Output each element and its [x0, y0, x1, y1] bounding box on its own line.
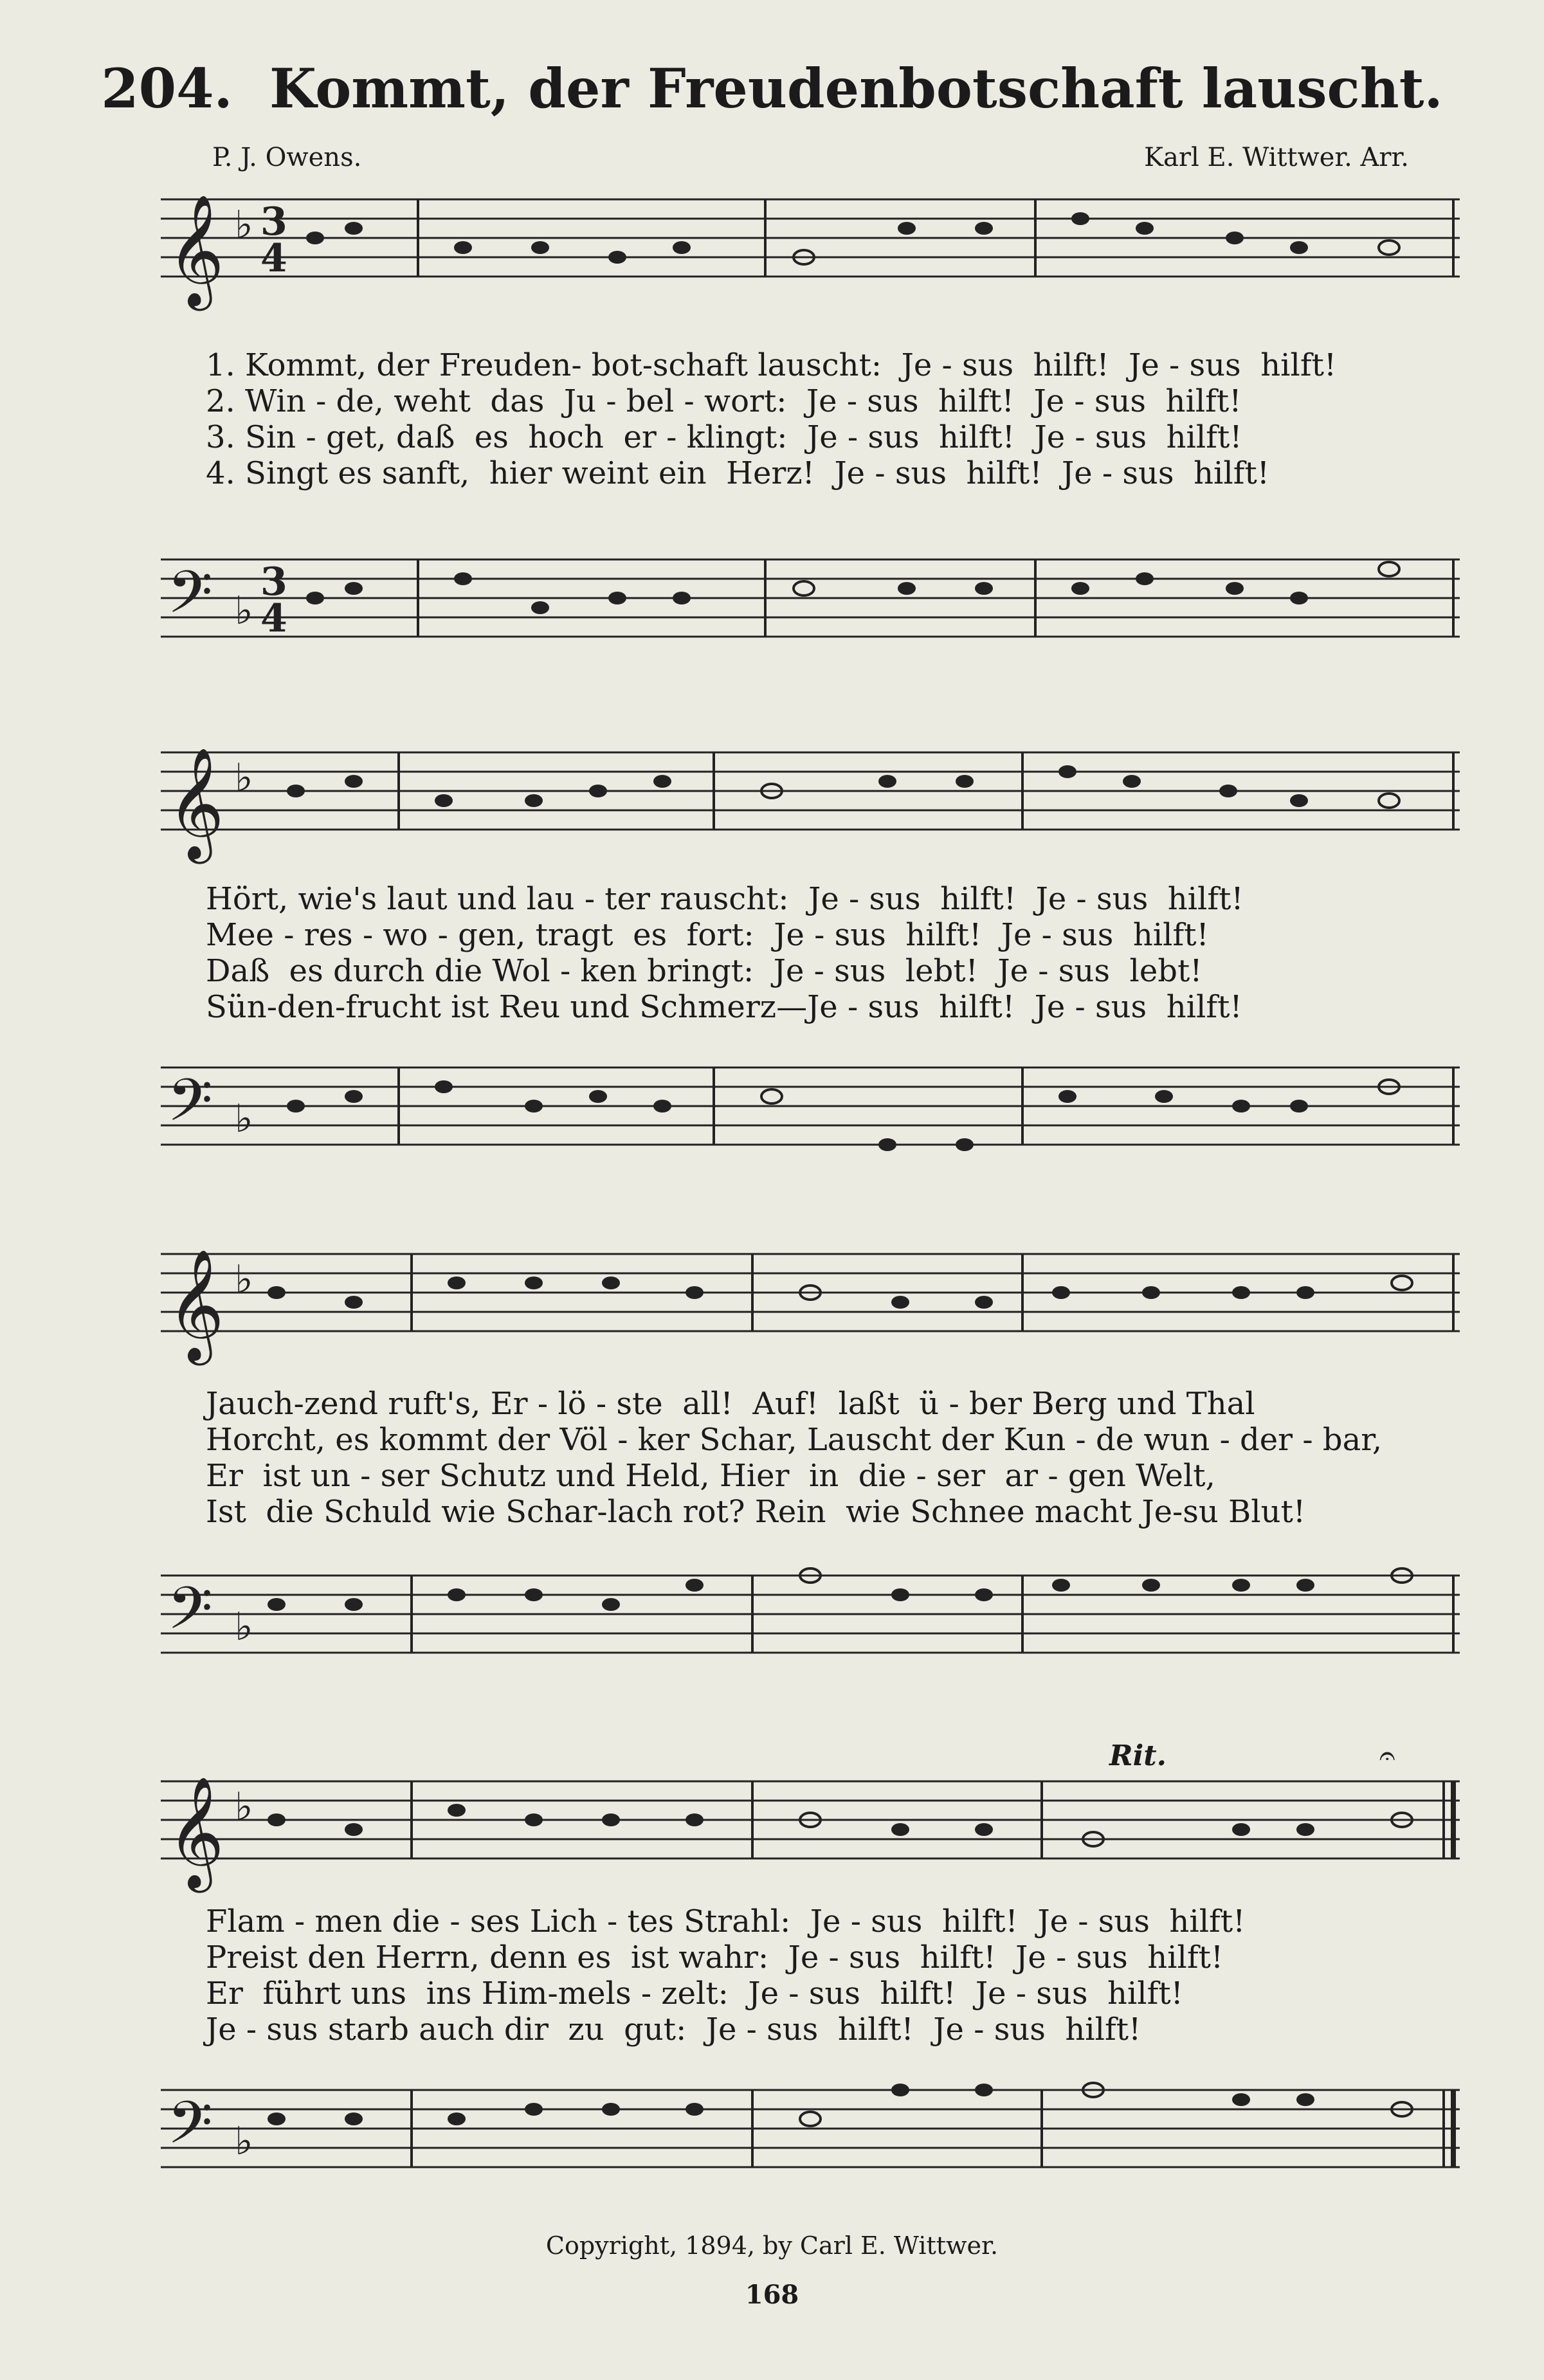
treble-staff-2 [148, 740, 1460, 859]
hymn-title-row [0, 57, 1544, 120]
bass-staff-4 [148, 2077, 1460, 2193]
page-number: 168 [745, 2280, 799, 2310]
flat-icon: ♭ [235, 1257, 253, 1302]
lyric-line: Er ist un - ser Schutz und Held, Hier in die - ser ar - gen Welt, [206, 1458, 1215, 1494]
bass-staff-2 [148, 1055, 1460, 1170]
lyric-line: 2. Win - de, weht das Ju - bel - wort: Je - sus hilft! Je - sus hilft! [206, 383, 1242, 419]
bass-clef-icon: 𝄢 [167, 2089, 213, 2171]
fermata-icon: 𝄐 [1379, 1740, 1395, 1772]
lyric-line: 1. Kommt, der Freuden- bot-schaft lauscht: Je - sus hilft! Je - sus hilft! [206, 347, 1337, 383]
lyrics-system-3 [206, 1386, 1415, 1530]
flat-icon: ♭ [235, 1604, 253, 1649]
lyrics-system-1 [206, 347, 1415, 491]
flat-icon: ♭ [235, 1785, 253, 1830]
svg-text:3: 3 [260, 559, 287, 604]
lyric-line: Preist den Herrn, denn es ist wahr: Je - sus hilft! Je - sus hilft! [206, 1939, 1224, 1976]
composer: Karl E. Wittwer. Arr. [1144, 143, 1409, 172]
svg-text:3: 3 [260, 199, 287, 244]
lyric-line: Sün-den-frucht ist Reu und Schmerz—Je - sus hilft! Je - sus hilft! [206, 989, 1242, 1025]
flat-icon: ♭ [235, 756, 253, 801]
flat-icon: ♭ [235, 588, 253, 633]
flat-icon: ♭ [235, 2119, 253, 2164]
lyric-line: Hört, wie's laut und lau - ter rauscht: Je - sus hilft! Je - sus hilft! [206, 881, 1244, 917]
hymn-title: Kommt, der Freudenbotschaft lauscht. [269, 57, 1443, 120]
treble-clef-icon: 𝄞 [167, 194, 224, 306]
copyright-notice: Copyright, 1894, by Carl E. Wittwer. [545, 2231, 999, 2260]
treble-staff-1 [148, 186, 1460, 306]
lyric-line: Mee - res - wo - gen, tragt es fort: Je - sus hilft! Je - sus hilft! [206, 917, 1209, 953]
lyric-line: Flam - men die - ses Lich - tes Strahl: Je - sus hilft! Je - sus hilft! [206, 1903, 1246, 1939]
treble-staff-3 [148, 1241, 1460, 1361]
lyric-line: Ist die Schuld wie Schar-lach rot? Rein wie Schnee macht Je-su Blut! [206, 1494, 1306, 1530]
treble-clef-icon: 𝄞 [167, 747, 224, 859]
lyrics-system-4 [206, 1903, 1415, 2048]
flat-icon: ♭ [235, 203, 253, 248]
bass-staff-3 [148, 1563, 1460, 1678]
bass-staff-1 [148, 547, 1460, 662]
svg-text:4: 4 [260, 596, 287, 641]
bass-staff-svg [148, 2077, 1460, 2193]
treble-staff-svg [148, 1241, 1460, 1361]
treble-clef-icon: 𝄞 [167, 1776, 224, 1888]
bass-clef-icon: 𝄢 [167, 558, 213, 640]
lyric-line: Jauch-zend ruft's, Er - lö - ste all! Auf! laßt ü - ber Berg und Thal [206, 1386, 1255, 1422]
treble-staff-svg [148, 186, 1460, 306]
bass-clef-icon: 𝄢 [167, 1574, 213, 1657]
lyric-line: Horcht, es kommt der Völ - ker Schar, Lauscht der Kun - de wun - der - bar, [206, 1422, 1383, 1458]
svg-text:4: 4 [260, 236, 287, 281]
bass-staff-svg [148, 1055, 1460, 1170]
lyric-line: Er führt uns ins Him-mels - zelt: Je - sus hilft! Je - sus hilft! [206, 1976, 1183, 2012]
lyrics-system-2 [206, 881, 1415, 1025]
bass-staff-svg [148, 1563, 1460, 1678]
flat-icon: ♭ [235, 1096, 253, 1141]
lyric-line: 3. Sin - get, daß es hoch er - klingt: Je - sus hilft! Je - sus hilft! [206, 419, 1242, 455]
ritardando-marking: Rit. [1109, 1740, 1167, 1772]
lyricist: P. J. Owens. [212, 143, 362, 172]
treble-staff-svg [148, 740, 1460, 859]
lyric-line: Daß es durch die Wol - ken bringt: Je - sus lebt! Je - sus lebt! [206, 953, 1203, 989]
lyric-line: Je - sus starb auch dir zu gut: Je - sus hilft! Je - sus hilft! [206, 2012, 1141, 2048]
treble-clef-icon: 𝄞 [167, 1249, 224, 1361]
hymn-number: 204. [101, 57, 233, 120]
lyric-line: 4. Singt es sanft, hier weint ein Herz! Je - sus hilft! Je - sus hilft! [206, 455, 1270, 491]
bass-staff-svg [148, 547, 1460, 662]
bass-clef-icon: 𝄢 [167, 1066, 213, 1149]
